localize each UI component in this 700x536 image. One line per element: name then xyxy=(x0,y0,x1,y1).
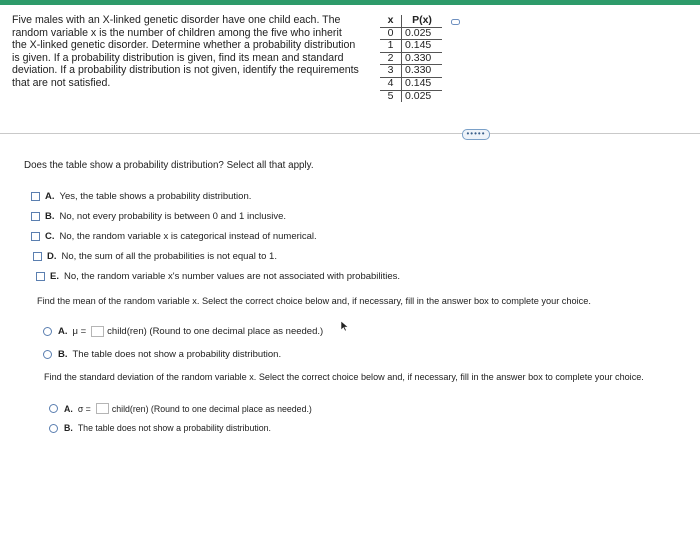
cell-x: 4 xyxy=(380,77,402,90)
stdev-answer-input[interactable] xyxy=(96,403,109,414)
checkbox-d[interactable] xyxy=(33,252,42,261)
cell-x: 0 xyxy=(380,27,402,40)
option-letter: A. xyxy=(45,191,55,202)
header-x: x xyxy=(380,15,402,27)
header-px: P(x) xyxy=(402,15,443,27)
cell-px: 0.025 xyxy=(402,27,443,40)
cell-px: 0.025 xyxy=(402,90,443,102)
radio-a[interactable] xyxy=(49,404,58,413)
cell-x: 5 xyxy=(380,90,402,102)
q1-option-e[interactable] xyxy=(36,271,400,282)
option-text: No, not every probability is between 0 and 1 inclusive. xyxy=(59,211,287,222)
option-letter: C. xyxy=(45,231,55,242)
q1-prompt: Does the table show a probability distribution? Select all that apply. xyxy=(24,160,314,171)
option-text: Yes, the table shows a probability distribution. xyxy=(59,191,252,202)
option-text: No, the random variable x is categorical instead of numerical. xyxy=(59,231,317,242)
table-row xyxy=(380,77,442,90)
option-letter: B. xyxy=(58,349,68,360)
q1-option-d[interactable] xyxy=(33,251,277,262)
problem-statement xyxy=(12,14,374,90)
problem-line: Five males with an X-linked genetic disorder have one child each. The xyxy=(12,14,341,26)
checkbox-b[interactable] xyxy=(31,212,40,221)
cell-px: 0.145 xyxy=(402,77,443,90)
problem-line: the X-linked genetic disorder. Determine whether a probability distribution xyxy=(12,39,356,52)
radio-b[interactable] xyxy=(49,424,58,433)
checkbox-e[interactable] xyxy=(36,272,45,281)
q3-option-a[interactable] xyxy=(49,403,312,414)
problem-line: random variable x is the number of children among the five who inherit xyxy=(12,26,342,39)
option-letter: B. xyxy=(45,211,55,222)
option-text: The table does not show a probability distribution. xyxy=(72,349,282,360)
top-accent-bar xyxy=(0,0,700,5)
radio-a[interactable] xyxy=(43,327,52,336)
option-letter: E. xyxy=(50,271,59,282)
mouse-cursor-icon xyxy=(340,320,349,332)
option-text: No, the random variable x's number values are not associated with probabilities. xyxy=(63,271,401,282)
cell-x: 2 xyxy=(380,52,402,65)
radio-b[interactable] xyxy=(43,350,52,359)
option-letter: A. xyxy=(64,403,73,414)
option-text: No, the sum of all the probabilities is not equal to 1. xyxy=(61,251,277,262)
q1-option-a[interactable] xyxy=(31,191,251,202)
table-row xyxy=(380,90,442,102)
problem-line: deviation. If a probability distribution is not given, identify the requirements xyxy=(12,64,359,77)
q2-prompt: Find the mean of the random variable x. Select the correct choice below and, if necessary, fill in the answer box to complete your choice. xyxy=(37,296,591,306)
table-row xyxy=(380,65,442,78)
checkbox-a[interactable] xyxy=(31,192,40,201)
q1-option-b[interactable] xyxy=(31,211,286,222)
option-text: child(ren) (Round to one decimal place as needed.) xyxy=(111,403,312,414)
option-letter: D. xyxy=(47,251,57,262)
option-letter: A. xyxy=(58,326,68,337)
cell-px: 0.145 xyxy=(402,40,443,53)
sigma-symbol: σ = xyxy=(77,403,91,414)
option-text: The table does not show a probability distribution. xyxy=(77,423,271,433)
q3-prompt: Find the standard deviation of the random variable x. Select the correct choice below and, if necessary, fill in the answer box to complete your choice. xyxy=(44,372,644,382)
q2-option-a[interactable] xyxy=(43,326,323,337)
mu-symbol: μ = xyxy=(72,326,87,337)
q3-option-b[interactable] xyxy=(49,423,271,433)
cell-x: 3 xyxy=(380,65,402,78)
cell-px: 0.330 xyxy=(402,65,443,78)
q1-option-c[interactable] xyxy=(31,231,317,242)
table-row xyxy=(380,27,442,40)
probability-table xyxy=(380,15,442,102)
table-row xyxy=(380,40,442,53)
mean-answer-input[interactable] xyxy=(91,326,104,337)
expand-more-button[interactable]: ••••• xyxy=(462,129,490,140)
option-letter: B. xyxy=(64,423,73,433)
checkbox-c[interactable] xyxy=(31,232,40,241)
section-divider xyxy=(0,133,700,134)
table-row xyxy=(380,52,442,65)
option-text: child(ren) (Round to one decimal place as needed.) xyxy=(107,326,324,337)
problem-line: that are not satisfied. xyxy=(12,76,111,89)
cell-px: 0.330 xyxy=(402,52,443,65)
copy-table-icon[interactable] xyxy=(451,18,461,26)
table-header-row xyxy=(380,15,442,27)
problem-line: is given. If a probability distribution is given, find its mean and standard xyxy=(12,51,344,64)
q2-option-b[interactable] xyxy=(43,349,281,360)
cell-x: 1 xyxy=(380,40,402,53)
